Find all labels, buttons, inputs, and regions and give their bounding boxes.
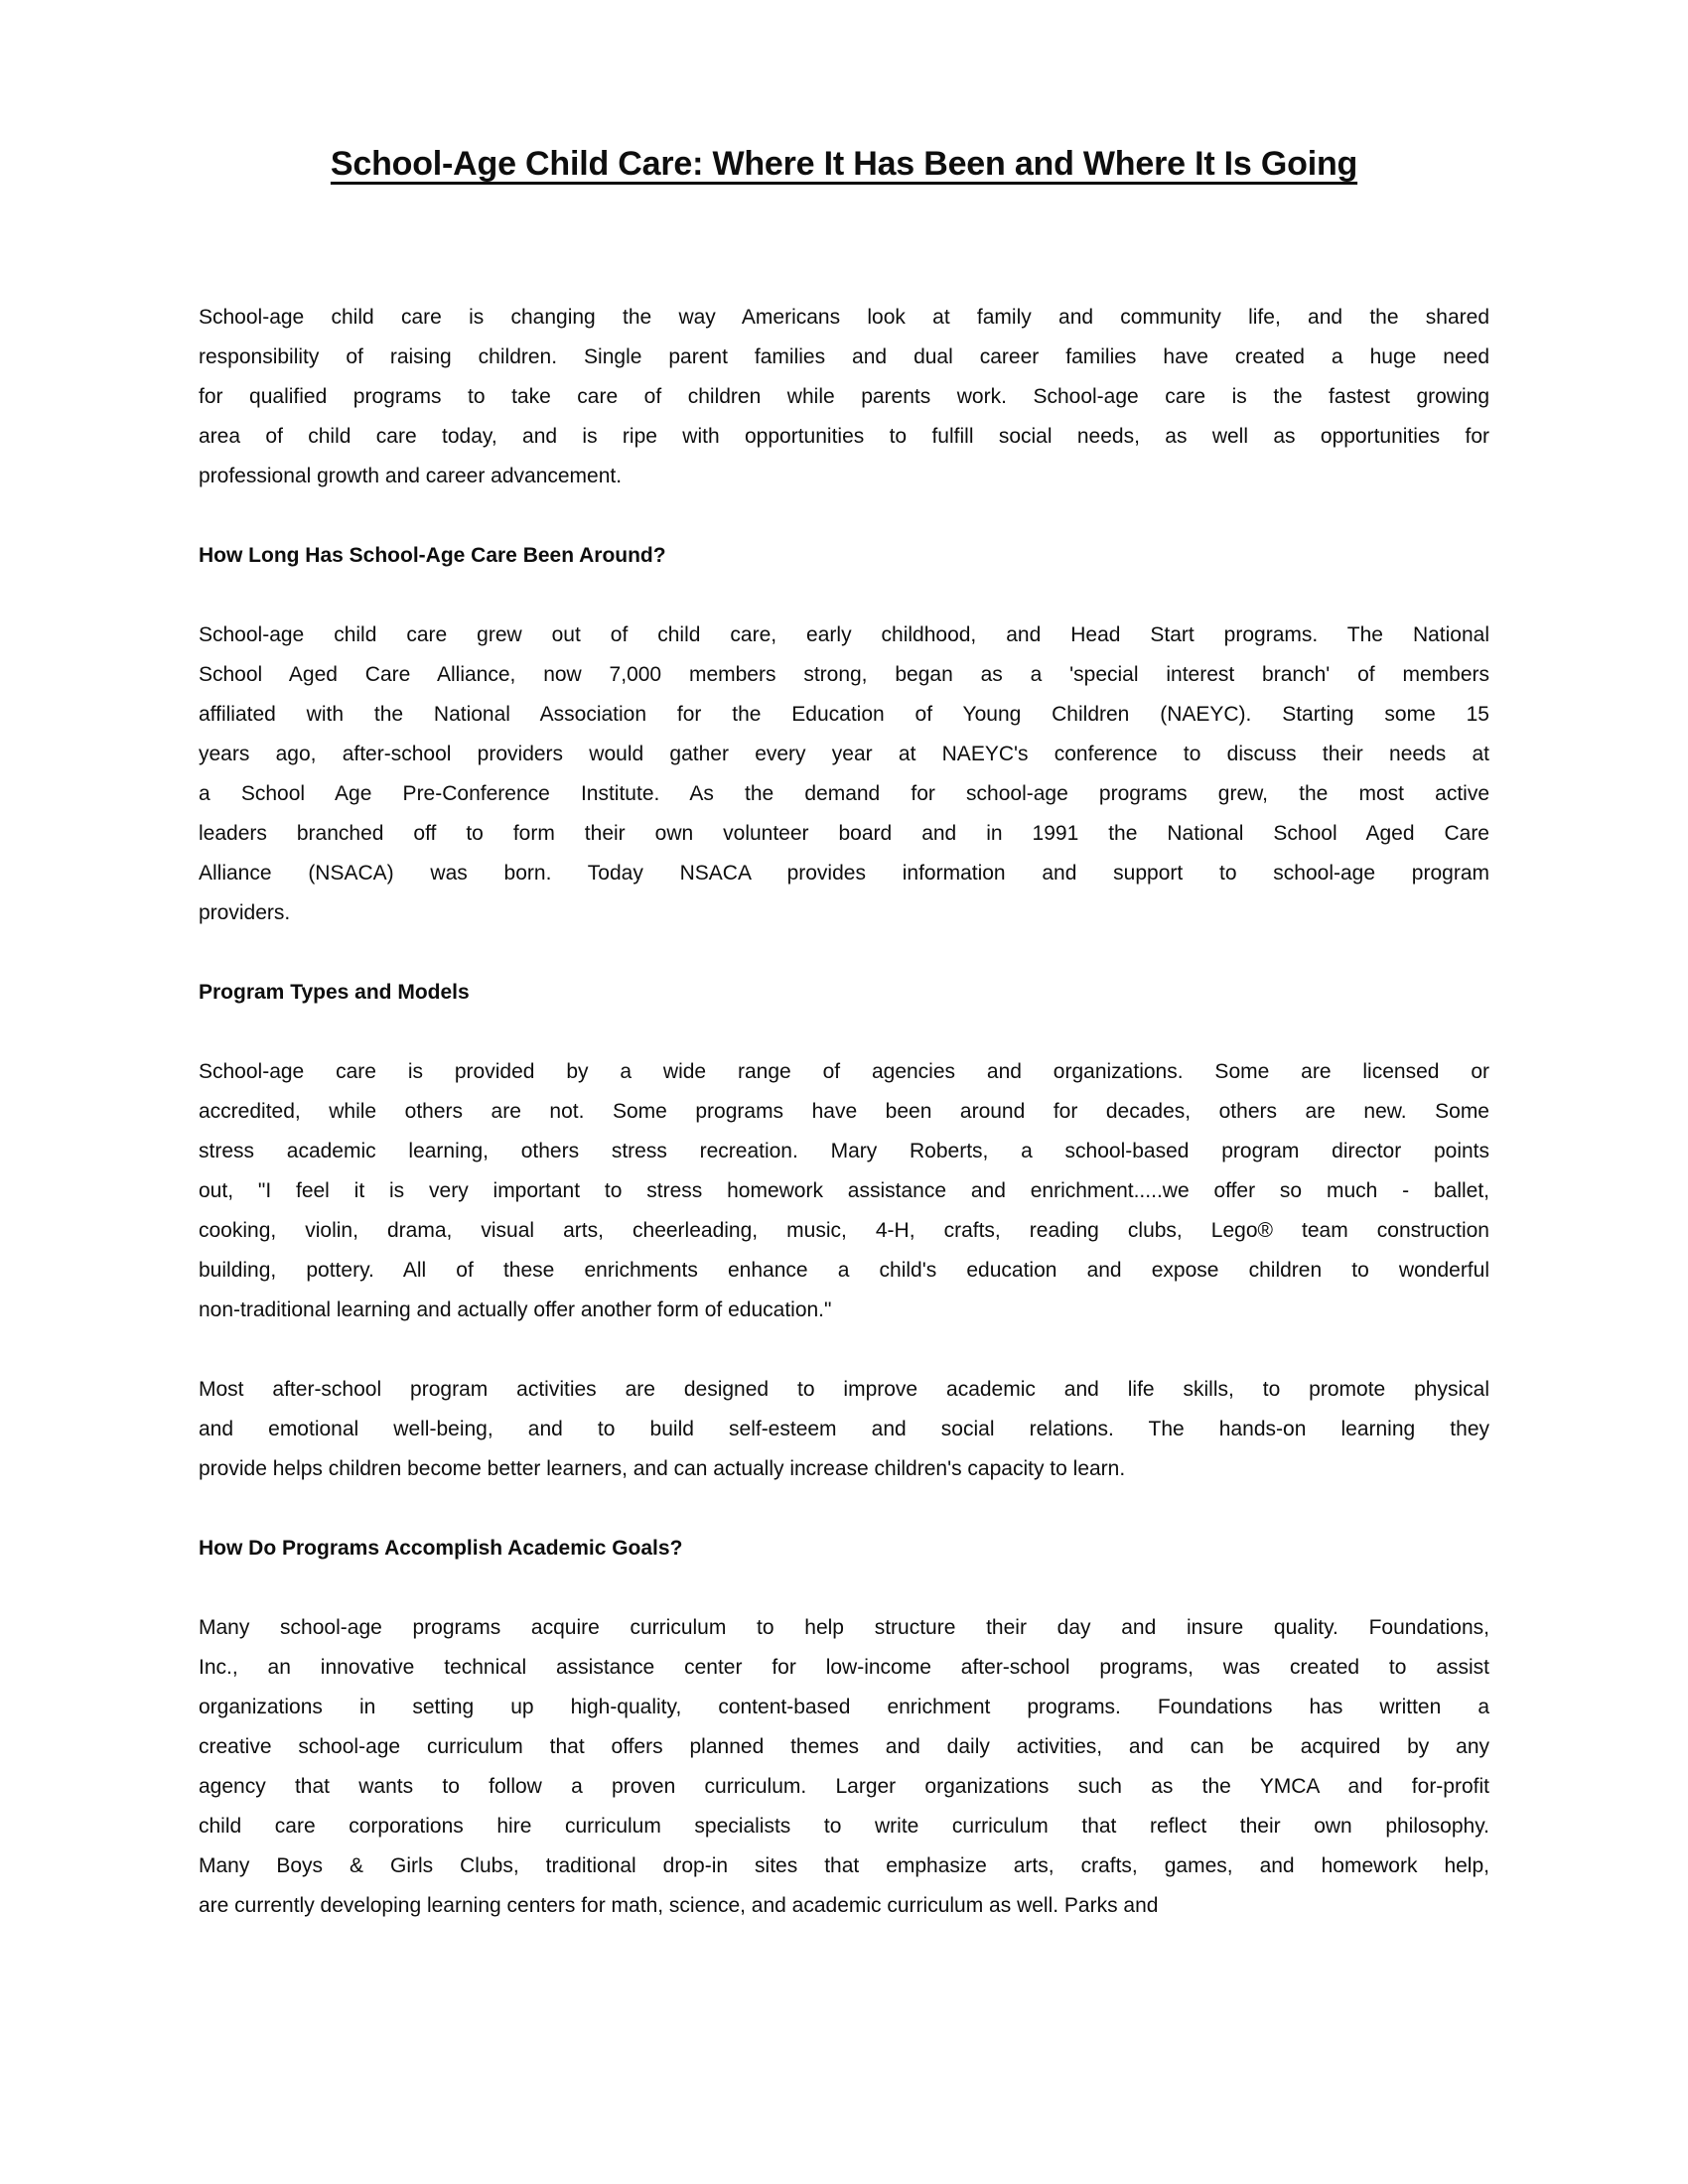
text-line: School-age child care grew out of child care, early childhood, and Head Start programs. The National — [199, 623, 1489, 646]
text-line: a School Age Pre-Conference Institute. As the demand for school-age programs grew, the most active — [199, 782, 1489, 805]
text-line: School-age care is provided by a wide range of agencies and organizations. Some are licensed or — [199, 1060, 1489, 1083]
text-line: accredited, while others are not. Some programs have been around for decades, others are new. Some — [199, 1100, 1489, 1123]
text-line: professional growth and career advancement. — [199, 465, 623, 487]
text-line: agency that wants to follow a proven curriculum. Larger organizations such as the YMCA and for-profit — [199, 1775, 1489, 1798]
text-line: provide helps children become better learners, and can actually increase children's capacity to learn. — [199, 1457, 1126, 1480]
text-line: Alliance (NSACA) was born. Today NSACA provides information and support to school-age program — [199, 862, 1489, 885]
text-line: providers. — [199, 901, 291, 924]
text-line: leaders branched off to form their own volunteer board and in 1991 the National School Aged Care — [199, 822, 1489, 845]
text-line: building, pottery. All of these enrichments enhance a child's education and expose children to wonderful — [199, 1259, 1489, 1282]
paragraph-academic-goals — [199, 1608, 1489, 1926]
text-line: Many school-age programs acquire curriculum to help structure their day and insure quality. Foundations, — [199, 1616, 1489, 1639]
text-line: organizations in setting up high-quality, content-based enrichment programs. Foundations has written a — [199, 1696, 1489, 1718]
text-line: Inc., an innovative technical assistance center for low-income after-school programs, was created to assist — [199, 1656, 1489, 1679]
text-line: years ago, after-school providers would gather every year at NAEYC's conference to discuss their needs at — [199, 743, 1489, 765]
text-line: stress academic learning, others stress recreation. Mary Roberts, a school-based program director points — [199, 1140, 1489, 1162]
paragraph-intro — [199, 298, 1489, 496]
paragraph-activities — [199, 1370, 1489, 1489]
heading-history: How Long Has School-Age Care Been Around? — [199, 544, 666, 567]
text-line: area of child care today, and is ripe with opportunities to fulfill social needs, as well as opportunities for — [199, 425, 1489, 448]
text-line: responsibility of raising children. Single parent families and dual career families have created a huge need — [199, 345, 1489, 368]
document-title: School-Age Child Care: Where It Has Been and Where It Is Going — [330, 145, 1358, 183]
paragraph-history — [199, 615, 1489, 933]
text-line: affiliated with the National Association for the Education of Young Children (NAEYC). Starting some 15 — [199, 703, 1489, 726]
text-line: for qualified programs to take care of children while parents work. School-age care is the fastest growing — [199, 385, 1489, 408]
paragraph-program-types — [199, 1052, 1489, 1330]
text-line: Many Boys & Girls Clubs, traditional drop-in sites that emphasize arts, crafts, games, and homework help, — [199, 1854, 1489, 1877]
text-line: child care corporations hire curriculum specialists to write curriculum that reflect their own philosophy. — [199, 1815, 1489, 1838]
text-line: cooking, violin, drama, visual arts, cheerleading, music, 4-H, crafts, reading clubs, Lego® team construction — [199, 1219, 1489, 1242]
text-line: School Aged Care Alliance, now 7,000 members strong, began as a 'special interest branch' of members — [199, 663, 1489, 686]
text-line: out, "I feel it is very important to stress homework assistance and enrichment.....we offer so much - ballet, — [199, 1179, 1489, 1202]
text-line: Most after-school program activities are designed to improve academic and life skills, to promote physical — [199, 1378, 1489, 1401]
text-line: non-traditional learning and actually offer another form of education." — [199, 1298, 832, 1321]
heading-program-types: Program Types and Models — [199, 981, 470, 1004]
text-line: are currently developing learning centers for math, science, and academic curriculum as well. Parks and — [199, 1894, 1159, 1917]
text-line: School-age child care is changing the way Americans look at family and community life, and the shared — [199, 306, 1489, 329]
text-line: and emotional well-being, and to build self-esteem and social relations. The hands-on learning they — [199, 1418, 1489, 1440]
heading-academic-goals: How Do Programs Accomplish Academic Goals? — [199, 1537, 683, 1560]
text-line: creative school-age curriculum that offers planned themes and daily activities, and can be acquired by any — [199, 1735, 1489, 1758]
